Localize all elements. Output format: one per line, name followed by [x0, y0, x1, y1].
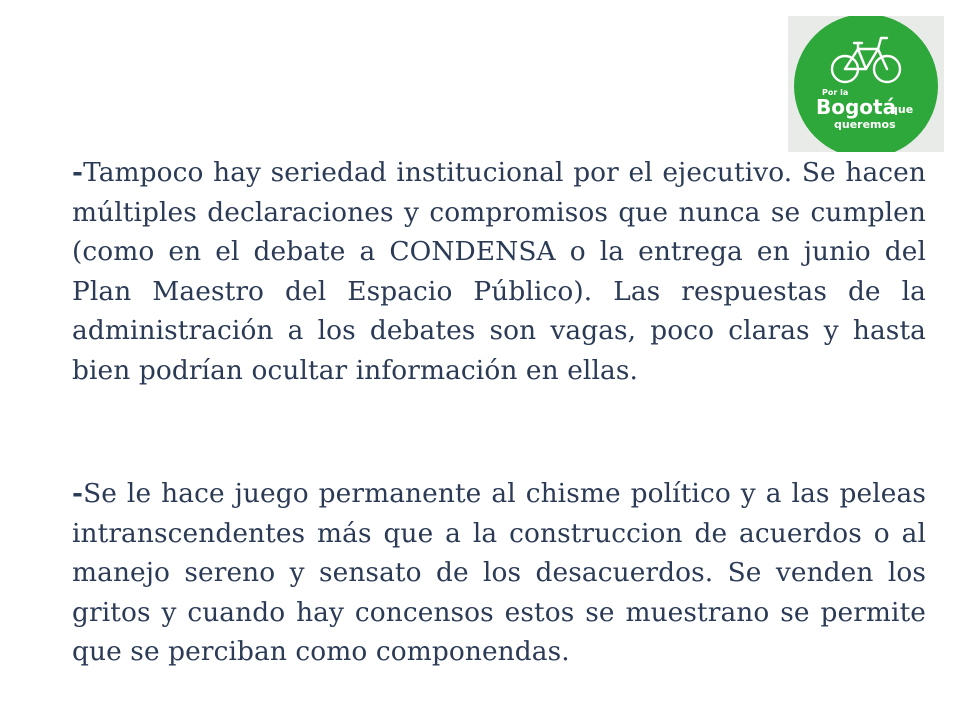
logo-line2: Bogotá	[816, 95, 897, 119]
logo	[788, 16, 944, 152]
paragraph-2	[72, 474, 926, 672]
logo-line1: Por la	[822, 88, 849, 97]
logo-line3: queremos	[834, 118, 896, 131]
paragraph-1-dash: -	[72, 157, 84, 188]
paragraph-2-dash: -	[72, 478, 84, 509]
logo-badge	[794, 16, 938, 152]
logo-graphic	[788, 16, 944, 152]
paragraph-1-text: Tampoco hay seriedad institucional por el ejecutivo. Se hacen múltiples declaraciones y compromisos que nunca se cumplen (como en el debate a CONDENSA o la entrega en junio del Plan Maestro del Espacio Público). Las respuestas de la administración a los debates son vagas, poco claras y hasta bien podrían ocultar información en ellas.	[72, 157, 926, 386]
paragraph-1	[72, 153, 926, 390]
paragraph-2-text: Se le hace juego permanente al chisme político y a las peleas intranscendentes más que a la construccion de acuerdos o al manejo sereno y sensato de los desacuerdos. Se venden los gritos y cuando hay concensos estos se muestrano se permite que se perciban como componendas.	[72, 478, 926, 667]
logo-line2-suffix: que	[890, 103, 914, 116]
